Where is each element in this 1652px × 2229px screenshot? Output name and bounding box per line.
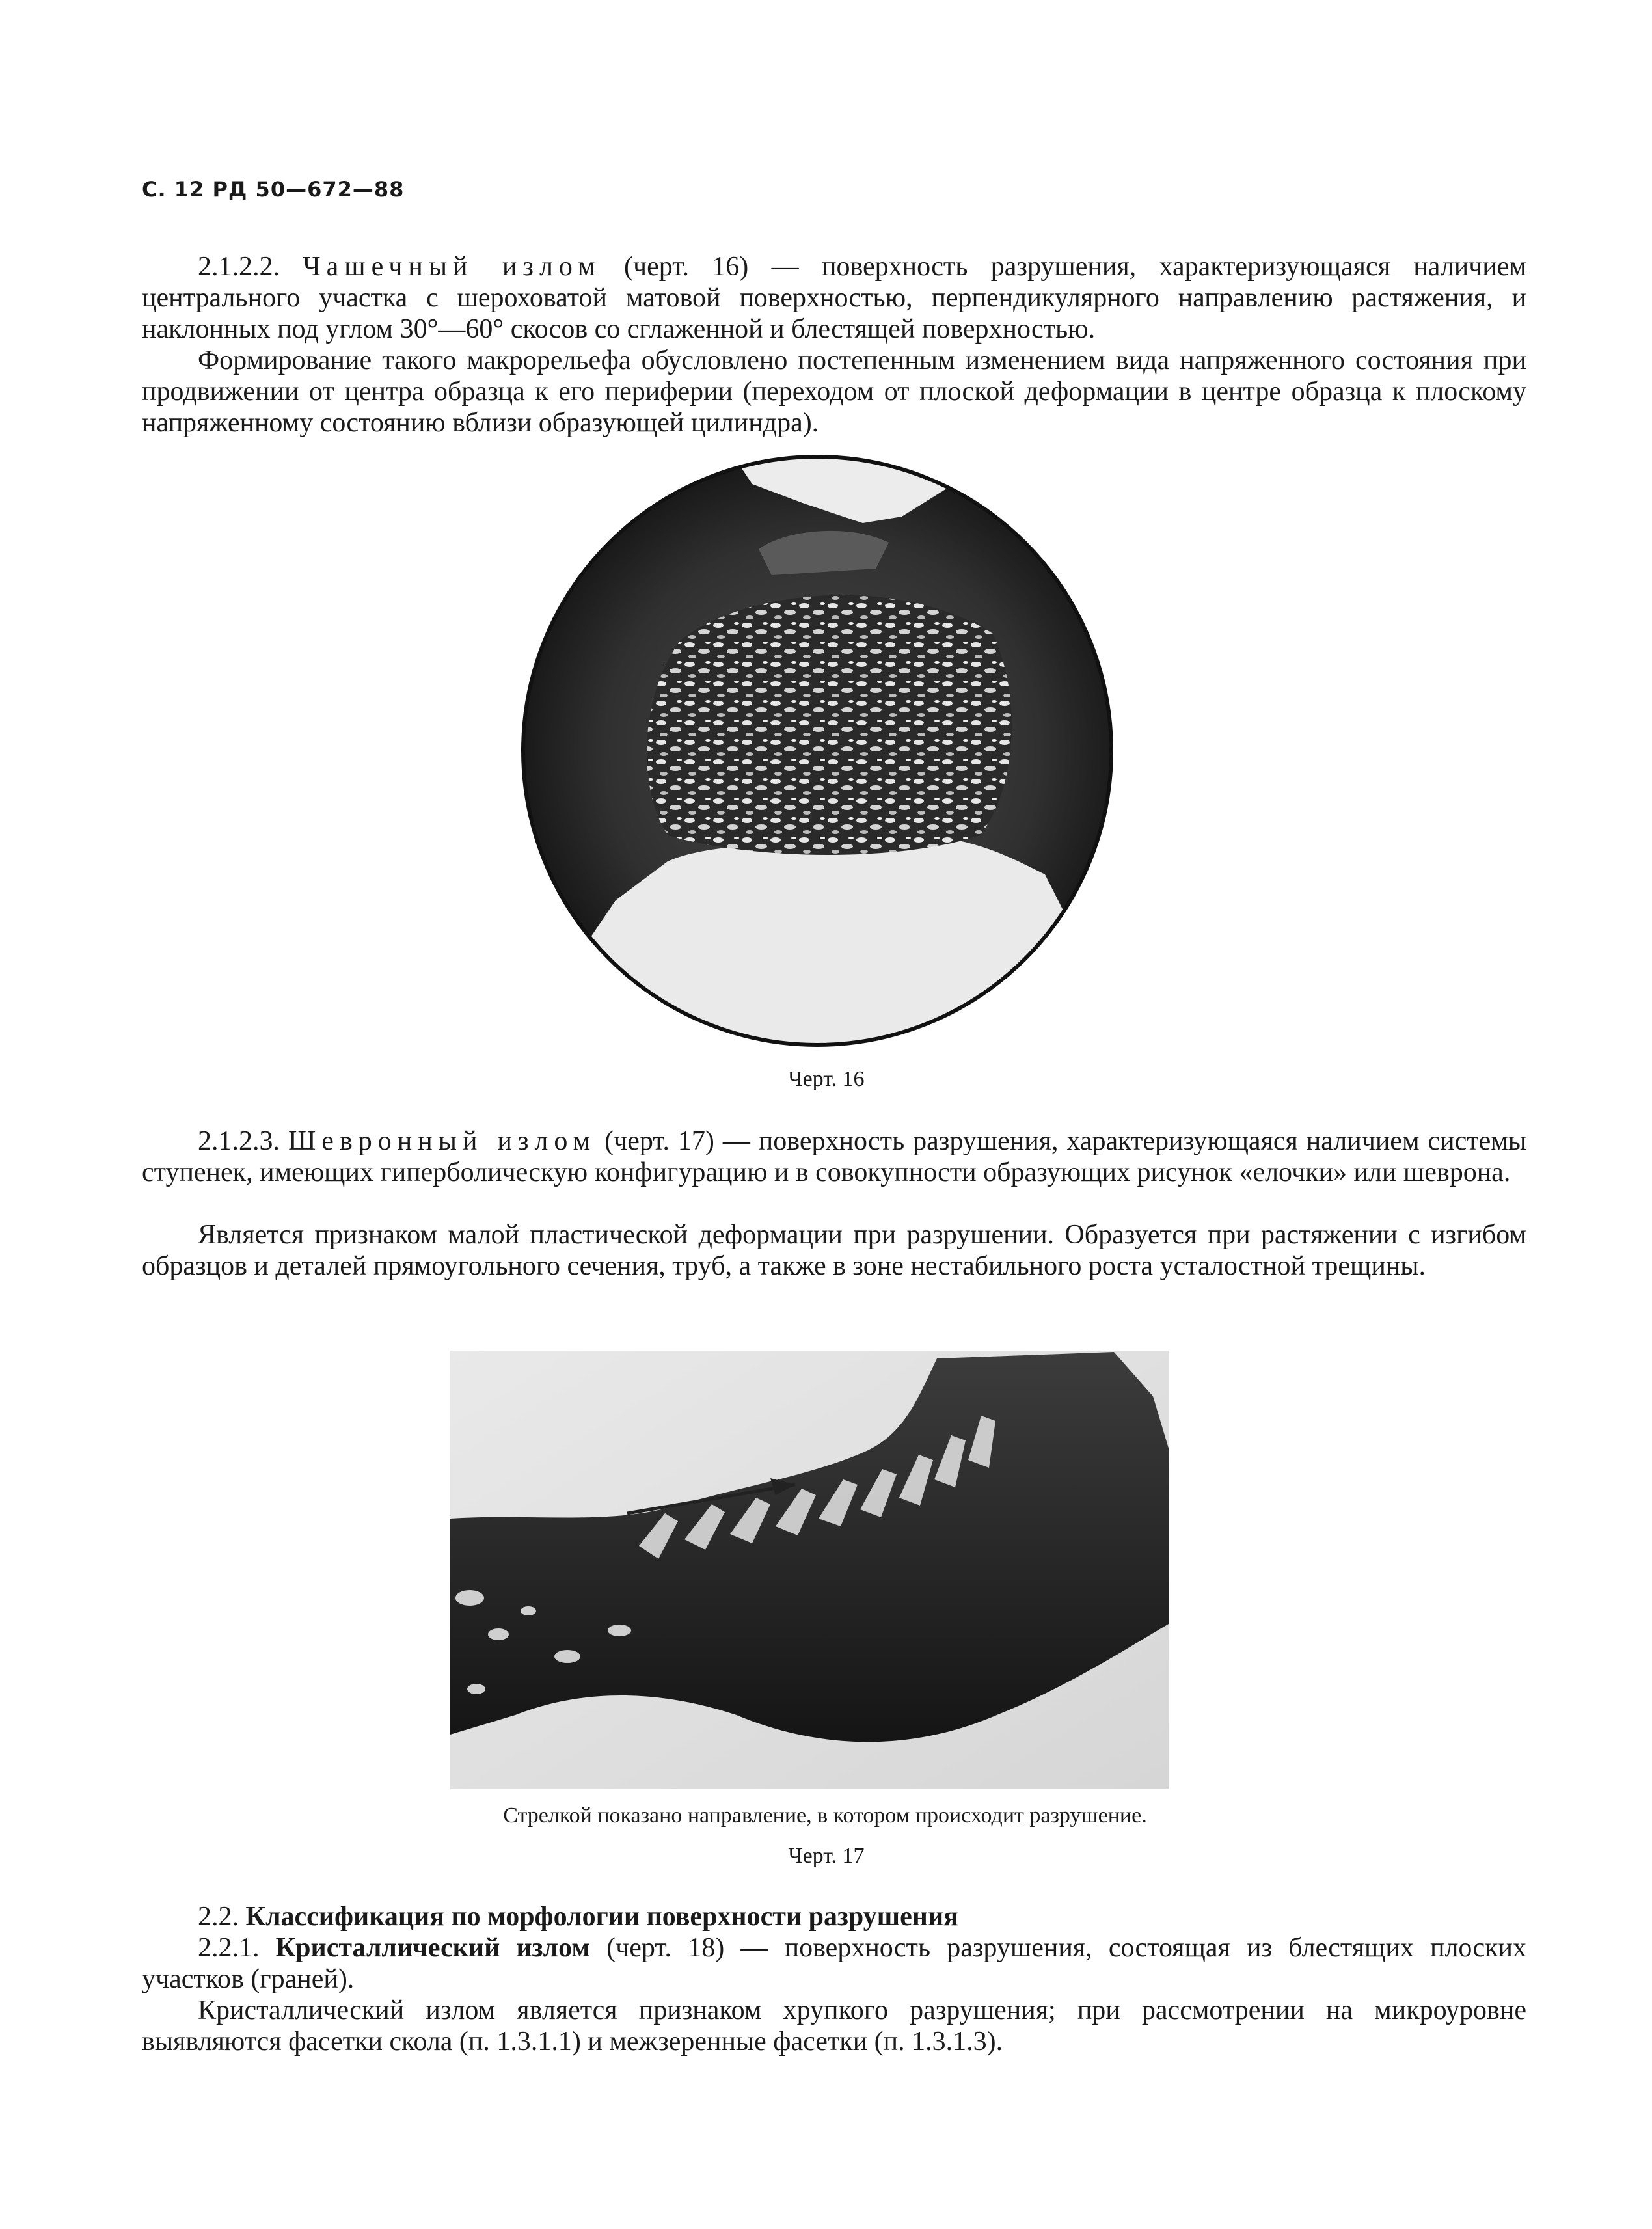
section-title: Классификация по морфологии поверхности разрушения [245,1902,958,1932]
paragraph-2-1-2-3 [142,1126,1526,1188]
figure-16-label: Черт. 16 [788,1067,865,1091]
paragraph-2-2-1 [142,1932,1526,1995]
section-term: Чашечный излом [303,252,601,282]
section-2-2-heading [142,1901,1526,1932]
cup-fracture-photo [511,445,1133,1054]
paragraph-2-1-2-3-cont: Является признаком малой пластической деформации при разрушении. Образуется при растяжении с изгибом образцов и деталей прямоугольного сечения, труб, а также в зоне нестабильного роста усталостной трещины. [142,1220,1526,1281]
chevron-fracture-photo [450,1351,1169,1789]
section-text: (черт. 17) — поверхность разрушения, характеризующаяся наличием системы ступенек, имеющих гиперболическую конфигурацию и в совокупности образующих рисунок «елочки» или шеврона. [142,1126,1527,1187]
figure-17 [450,1351,1169,1789]
section-number: 2.2.1. [198,1933,260,1963]
paragraph-2-2-1-cont: Кристаллический излом является признаком хрупкого разрушения; при рассмотрении на микроуровне выявляются фасетки скола (п. 1.3.1.1) и межзеренные фасетки (п. 1.3.1.3). [142,1995,1526,2057]
paragraph-2-1-2-2 [142,251,1526,345]
figure-17-label: Черт. 17 [788,1844,865,1868]
section-term: Шевронный излом [288,1126,597,1156]
section-text: (черт. 18) — поверхность разрушения, состоящая из блестящих плоских участков (граней). [142,1933,1527,1994]
paragraph-2-1-2-2-cont: Формирование такого макрорельефа обусловлено постепенным изменением вида напряженного состояния при продвижении от центра образца к его периферии (переходом от плоской деформации в центре образца к плоскому напряженному состоянию вблизи образующей цилиндра). [142,345,1526,438]
figure-17-note: Стрелкой показано направление, в котором происходит разрушение. [503,1803,1147,1828]
section-number: 2.1.2.3. [198,1126,280,1156]
section-number: 2.2. [198,1902,239,1932]
section-text: (черт. 16) — поверхность разрушения, характеризующаяся наличием центрального участка с шероховатой матовой поверхностью, перпендикулярного направлению растяжения, и наклонных под углом 30°—60° скосов со сглаженной и блестящей поверхностью. [142,252,1526,344]
section-term: Кристаллический излом [275,1933,590,1963]
section-number: 2.1.2.2. [198,252,280,282]
page-header: С. 12 РД 50—672—88 [142,177,405,202]
figure-16 [511,445,1133,1054]
